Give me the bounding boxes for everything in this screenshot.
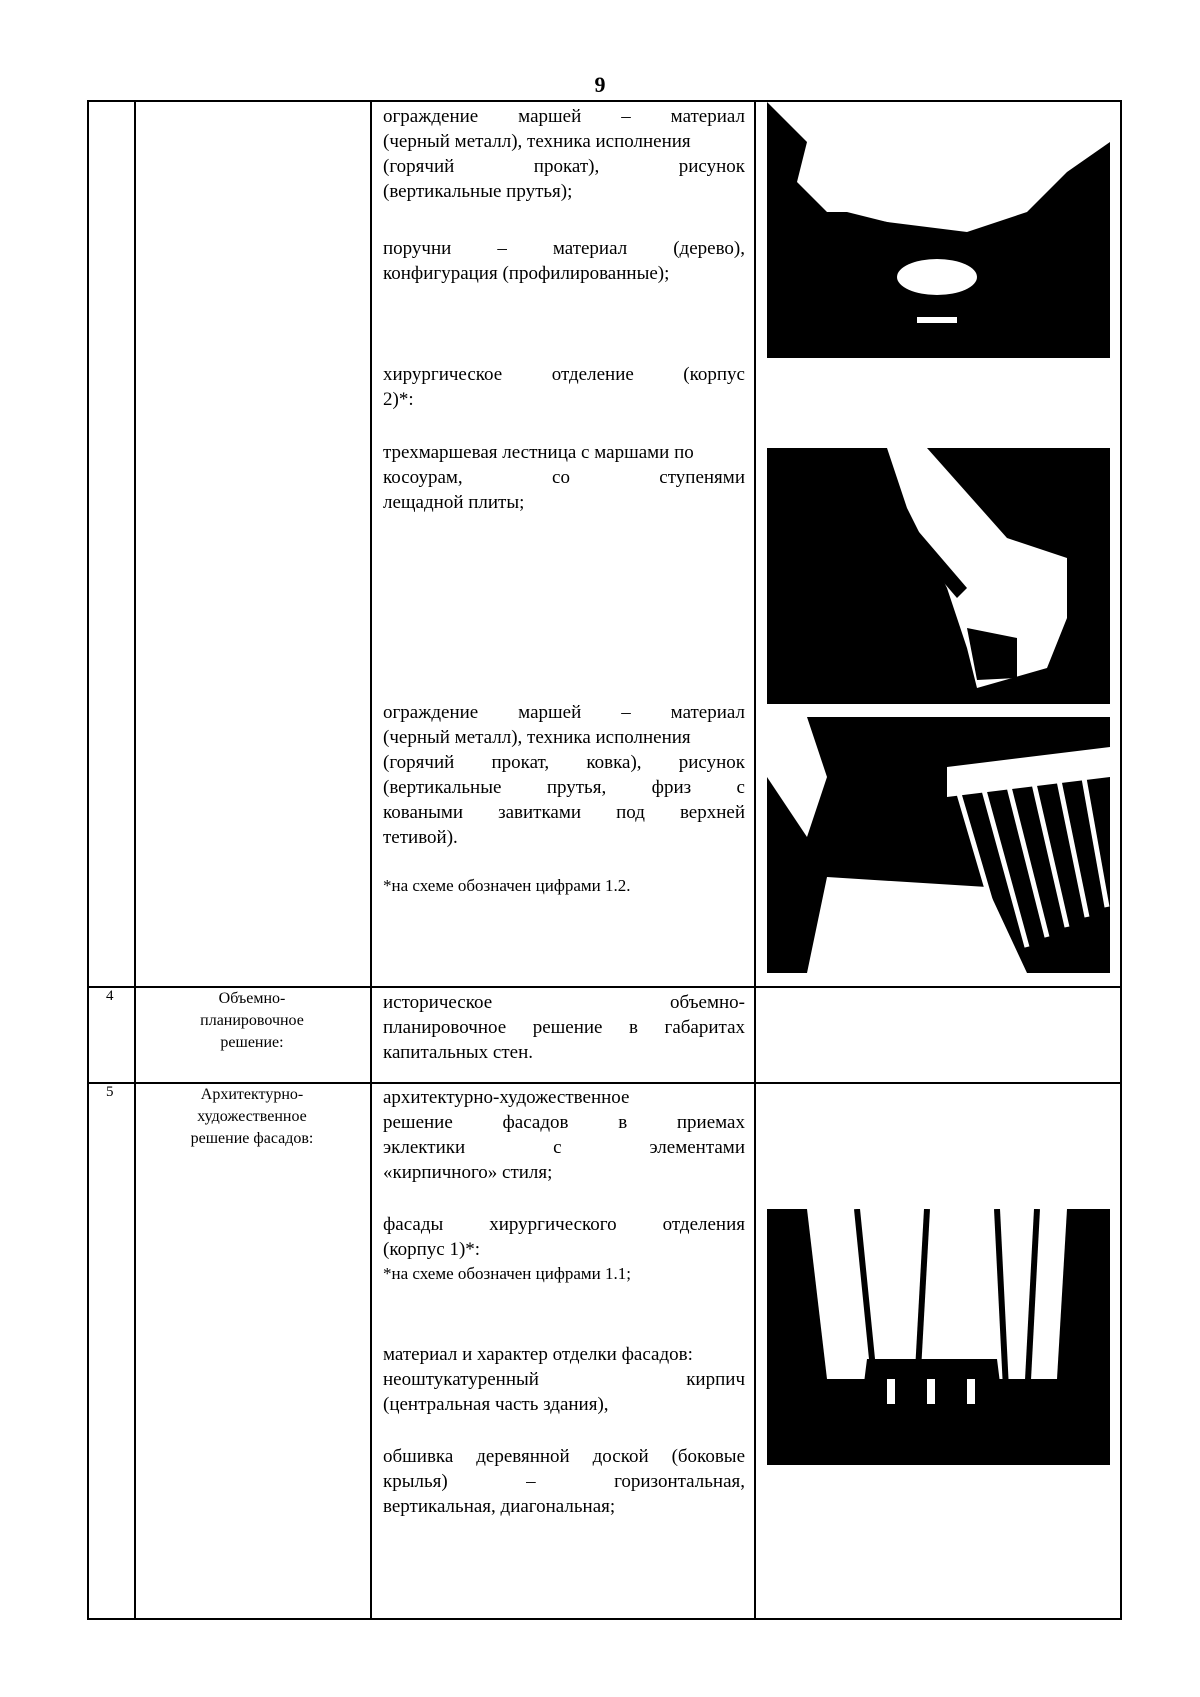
railing-photo-1 [767,102,1110,358]
text-line: (черный металл), техника исполнения [383,727,691,748]
text-line: фасады хирургического отделения [383,1214,745,1235]
handrails-block [383,236,745,286]
surgery-building-2-block [383,362,745,412]
text-line: обшивка деревянной доской (боковые [383,1446,745,1467]
col-border-left [87,100,89,1620]
railing-block-2 [383,700,745,850]
text-line: решение фасадов в приемах [383,1112,745,1133]
forged-railing-photo [767,717,1110,973]
scheme-note-1-1: *на схеме обозначен цифрами 1.1; [383,1264,631,1283]
text-line: (горячий прокат), рисунок [383,156,745,177]
label-line: Архитектурно- [200,1086,304,1103]
text-line: планировочное решение в габаритах [383,1017,745,1038]
text-line: капитальных стен. [383,1042,534,1063]
text-line: «кирпичного» стиля; [383,1162,553,1183]
row-number-4: 4 [106,988,114,1004]
text-line: тетивой). [383,827,458,848]
materials-block [383,1342,745,1417]
text-line: поручни – материал (дерево), [383,238,745,259]
text-line: 2)*: [383,389,414,410]
text-line: ограждение маршей – материал [383,106,745,127]
text-line: эклектики с элементами [383,1137,745,1158]
surgery-facade-photo [767,1209,1110,1465]
text-line: вертикальная, диагональная; [383,1496,616,1517]
text-line: (вертикальные прутья); [383,181,573,202]
text-line: (центральная часть здания), [383,1394,609,1415]
text-line: косоурам, со ступенями [383,467,745,488]
text-line: (вертикальные прутья, фриз с [383,777,745,798]
text-line: лещадной плиты; [383,492,525,513]
label-line: решение: [220,1034,284,1051]
page-number: 9 [594,72,606,97]
row-number-5: 5 [106,1084,114,1100]
label-line: решение фасадов: [190,1130,314,1147]
label-line: художественное [197,1108,307,1125]
table-bottom-border [87,1618,1122,1620]
text-line: крылья) – горизонтальная, [383,1471,745,1492]
facade-solution-block [383,1085,745,1185]
text-line: (горячий прокат, ковка), рисунок [383,752,745,773]
col-border-1 [134,100,136,1620]
col-border-right [1120,100,1122,1620]
text-line: ограждение маршей – материал [383,702,745,723]
row-label-5 [137,1084,367,1150]
text-line: коваными завитками под верхней [383,802,745,823]
label-line: Объемно- [218,990,286,1007]
cladding-block [383,1444,745,1519]
text-line: материал и характер отделки фасадов: [383,1344,693,1365]
text-line: историческое объемно- [383,992,745,1013]
text-line: хирургическое отделение (корпус [383,364,745,385]
label-line: планировочное [200,1012,304,1029]
text-line: трехмаршевая лестница с маршами по [383,442,694,463]
planning-block [383,990,745,1065]
col-border-2 [370,100,372,1620]
staircase-block [383,440,745,515]
scheme-note-1-2: *на схеме обозначен цифрами 1.2. [383,876,631,895]
text-line: (черный металл), техника исполнения [383,131,691,152]
text-line: конфигурация (профилированные); [383,263,670,284]
row-label-4 [137,988,367,1054]
staircase-photo [767,448,1110,704]
facades-surgery-block [383,1212,745,1262]
railing-block-1 [383,104,745,204]
text-line: неоштукатуренный кирпич [383,1369,745,1390]
col-border-3 [754,100,756,1620]
text-line: архитектурно-художественное [383,1087,630,1108]
text-line: (корпус 1)*: [383,1239,481,1260]
